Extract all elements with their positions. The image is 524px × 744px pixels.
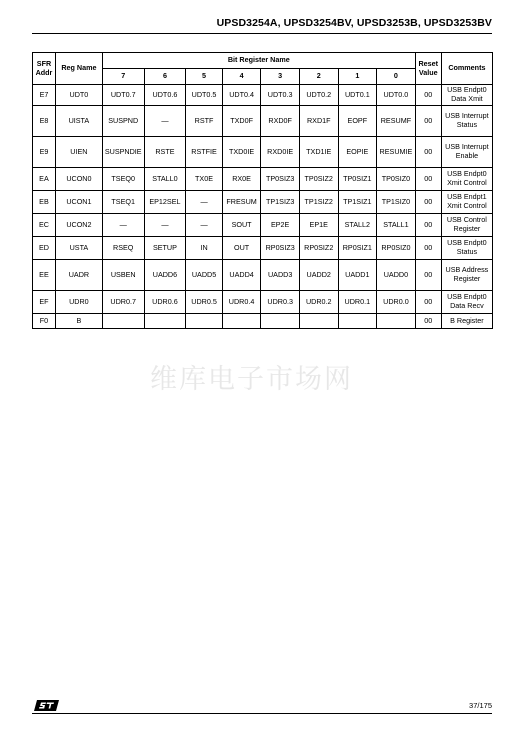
cell-sfr-addr: ED [33, 237, 56, 260]
cell-bit-6: RSTE [144, 137, 186, 168]
cell-bit-1: UDR0.1 [338, 291, 377, 314]
cell-bit-0 [377, 314, 416, 329]
header-sfr-addr: SFR Addr [33, 53, 56, 85]
cell-reg-name: UDR0 [55, 291, 102, 314]
cell-bit-4: RX0E [222, 168, 261, 191]
cell-bit-7: RSEQ [102, 237, 144, 260]
cell-reg-name: UCON0 [55, 168, 102, 191]
cell-bit-2: RXD1F [299, 106, 338, 137]
header-bit: 7 [102, 69, 144, 85]
cell-bit-1: RP0SIZ1 [338, 237, 377, 260]
cell-bit-0: RESUMF [377, 106, 416, 137]
cell-bit-4: TXD0IE [222, 137, 261, 168]
header-bit: 4 [222, 69, 261, 85]
cell-bit-0: TP0SIZ0 [377, 168, 416, 191]
cell-reg-name: UISTA [55, 106, 102, 137]
cell-comment: USB Endpt0 Data Recv [441, 291, 492, 314]
table-row [33, 191, 493, 214]
cell-bit-7: UDT0.7 [102, 85, 144, 106]
cell-bit-3: UADD3 [261, 260, 300, 291]
header-bit: 3 [261, 69, 300, 85]
cell-bit-6: — [144, 214, 186, 237]
cell-bit-6: UDT0.6 [144, 85, 186, 106]
cell-comment: USB Endpt0 Status [441, 237, 492, 260]
cell-sfr-addr: E8 [33, 106, 56, 137]
cell-reset-value: 00 [415, 314, 441, 329]
cell-bit-3: UDR0.3 [261, 291, 300, 314]
cell-bit-2: EP1E [299, 214, 338, 237]
header-bit: 0 [377, 69, 416, 85]
cell-bit-1 [338, 314, 377, 329]
cell-bit-2: UDT0.2 [299, 85, 338, 106]
cell-bit-4: SOUT [222, 214, 261, 237]
cell-bit-0: TP1SIZ0 [377, 191, 416, 214]
header-bit-register-name: Bit Register Name [102, 53, 415, 69]
cell-bit-0: UDT0.0 [377, 85, 416, 106]
table-row [33, 237, 493, 260]
cell-bit-5 [186, 314, 223, 329]
cell-bit-5: UDR0.5 [186, 291, 223, 314]
cell-bit-6: SETUP [144, 237, 186, 260]
cell-reg-name: UCON2 [55, 214, 102, 237]
cell-comment: USB Endpt0 Xmit Control [441, 168, 492, 191]
table-row [33, 291, 493, 314]
cell-bit-4: OUT [222, 237, 261, 260]
cell-reg-name: USTA [55, 237, 102, 260]
st-logo-icon [34, 699, 60, 712]
header-bit: 2 [299, 69, 338, 85]
cell-bit-7: — [102, 214, 144, 237]
cell-reg-name: UDT0 [55, 85, 102, 106]
cell-reset-value: 00 [415, 106, 441, 137]
cell-comment: USB Control Register [441, 214, 492, 237]
cell-reg-name: UADR [55, 260, 102, 291]
cell-bit-6: UADD6 [144, 260, 186, 291]
cell-bit-4: TXD0F [222, 106, 261, 137]
sfr-register-table [32, 52, 493, 329]
header-bit: 6 [144, 69, 186, 85]
cell-reset-value: 00 [415, 214, 441, 237]
cell-bit-6 [144, 314, 186, 329]
cell-bit-5: RSTF [186, 106, 223, 137]
cell-comment: USB Interrupt Status [441, 106, 492, 137]
cell-bit-1: UADD1 [338, 260, 377, 291]
header-comments: Comments [441, 53, 492, 85]
cell-reset-value: 00 [415, 85, 441, 106]
table-row [33, 214, 493, 237]
cell-bit-5: UDT0.5 [186, 85, 223, 106]
cell-bit-3: TP1SIZ3 [261, 191, 300, 214]
cell-bit-2: RP0SIZ2 [299, 237, 338, 260]
table-row [33, 168, 493, 191]
cell-bit-6: — [144, 106, 186, 137]
table-row [33, 260, 493, 291]
cell-sfr-addr: F0 [33, 314, 56, 329]
cell-bit-7: TSEQ0 [102, 168, 144, 191]
cell-bit-7: SUSPND [102, 106, 144, 137]
cell-bit-3: RXD0IE [261, 137, 300, 168]
cell-bit-3: UDT0.3 [261, 85, 300, 106]
cell-bit-2: UADD2 [299, 260, 338, 291]
cell-bit-5: — [186, 214, 223, 237]
cell-sfr-addr: EC [33, 214, 56, 237]
cell-bit-7: TSEQ1 [102, 191, 144, 214]
cell-bit-4 [222, 314, 261, 329]
cell-bit-0: UDR0.0 [377, 291, 416, 314]
header-rule [32, 33, 492, 34]
cell-bit-3: RXD0F [261, 106, 300, 137]
cell-comment: USB Endpt1 Xmit Control [441, 191, 492, 214]
watermark: 维库电子市场网 [150, 364, 353, 395]
cell-reg-name: UCON1 [55, 191, 102, 214]
cell-bit-5: TX0E [186, 168, 223, 191]
cell-sfr-addr: E7 [33, 85, 56, 106]
cell-bit-1: UDT0.1 [338, 85, 377, 106]
cell-bit-5: IN [186, 237, 223, 260]
cell-bit-1: TP1SIZ1 [338, 191, 377, 214]
cell-bit-7: USBEN [102, 260, 144, 291]
cell-comment: USB Endpt0 Data Xmit [441, 85, 492, 106]
cell-reset-value: 00 [415, 260, 441, 291]
cell-bit-2: TXD1IE [299, 137, 338, 168]
cell-bit-2: TP0SIZ2 [299, 168, 338, 191]
cell-reset-value: 00 [415, 291, 441, 314]
cell-bit-3 [261, 314, 300, 329]
header-bit: 5 [186, 69, 223, 85]
cell-comment: USB Interrupt Enable [441, 137, 492, 168]
cell-bit-0: STALL1 [377, 214, 416, 237]
cell-bit-0: RP0SIZ0 [377, 237, 416, 260]
header-bit: 1 [338, 69, 377, 85]
cell-reg-name: B [55, 314, 102, 329]
cell-bit-7: SUSPNDIE [102, 137, 144, 168]
cell-reset-value: 00 [415, 191, 441, 214]
document-title: UPSD3254A, UPSD3254BV, UPSD3253B, UPSD3253BV [216, 17, 492, 29]
cell-bit-5: — [186, 191, 223, 214]
cell-bit-6: UDR0.6 [144, 291, 186, 314]
footer-rule [32, 713, 492, 714]
cell-bit-3: TP0SIZ3 [261, 168, 300, 191]
header-reset-value: Reset Value [415, 53, 441, 85]
table-row [33, 106, 493, 137]
cell-bit-5: RSTFIE [186, 137, 223, 168]
cell-bit-2 [299, 314, 338, 329]
cell-bit-6: EP12SEL [144, 191, 186, 214]
header-reg-name: Reg Name [55, 53, 102, 85]
table-row [33, 137, 493, 168]
cell-reg-name: UIEN [55, 137, 102, 168]
cell-bit-3: RP0SIZ3 [261, 237, 300, 260]
cell-sfr-addr: EA [33, 168, 56, 191]
cell-sfr-addr: EB [33, 191, 56, 214]
cell-bit-3: EP2E [261, 214, 300, 237]
cell-bit-4: UDT0.4 [222, 85, 261, 106]
cell-reset-value: 00 [415, 237, 441, 260]
cell-bit-7: UDR0.7 [102, 291, 144, 314]
cell-comment: USB Address Register [441, 260, 492, 291]
cell-bit-1: STALL2 [338, 214, 377, 237]
table-row [33, 314, 493, 329]
cell-bit-2: TP1SIZ2 [299, 191, 338, 214]
cell-sfr-addr: EF [33, 291, 56, 314]
cell-bit-7 [102, 314, 144, 329]
cell-sfr-addr: EE [33, 260, 56, 291]
cell-bit-0: RESUMIE [377, 137, 416, 168]
cell-bit-4: UDR0.4 [222, 291, 261, 314]
cell-bit-1: TP0SIZ1 [338, 168, 377, 191]
cell-reset-value: 00 [415, 137, 441, 168]
cell-reset-value: 00 [415, 168, 441, 191]
cell-bit-4: FRESUM [222, 191, 261, 214]
cell-comment: B Register [441, 314, 492, 329]
cell-bit-0: UADD0 [377, 260, 416, 291]
cell-sfr-addr: E9 [33, 137, 56, 168]
table-row [33, 85, 493, 106]
cell-bit-5: UADD5 [186, 260, 223, 291]
cell-bit-4: UADD4 [222, 260, 261, 291]
cell-bit-6: STALL0 [144, 168, 186, 191]
cell-bit-1: EOPF [338, 106, 377, 137]
page-number: 37/175 [469, 701, 492, 710]
cell-bit-1: EOPIE [338, 137, 377, 168]
cell-bit-2: UDR0.2 [299, 291, 338, 314]
